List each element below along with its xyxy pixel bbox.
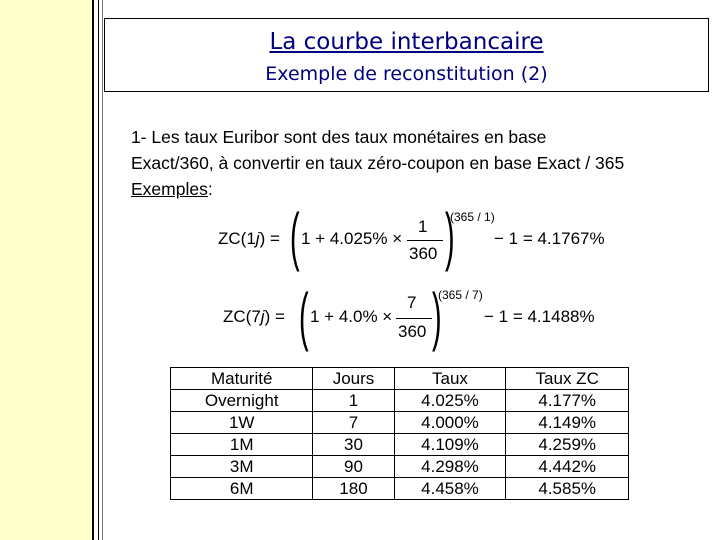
body-line-2: Exact/360, à convertir en taux zéro-coupon en base Exact / 365 [131,153,625,173]
cell-taux: 4.000% [394,412,506,434]
cell-jours: 90 [313,456,394,478]
cell-taux-zc: 4.259% [506,434,629,456]
examples-colon: : [207,179,213,199]
cell-taux: 4.109% [394,434,506,456]
fraction-bar [396,318,432,319]
slide-title: La courbe interbancaire [269,29,544,55]
formula-rhs: − 1 = 4.1767% [494,229,605,248]
formula-lhs: ZC(1j) = [218,229,280,248]
cell-jours: 7 [313,412,394,434]
cell-taux: 4.298% [394,456,506,478]
cell-taux-zc: 4.442% [506,456,629,478]
formula-exponent: (365 / 1) [450,210,495,224]
header-taux-zc: Taux ZC [506,368,629,390]
table-row [171,390,629,412]
formula-numerator: 7 [407,293,417,312]
cell-jours: 30 [313,434,394,456]
close-paren: ) [445,200,455,272]
table-header-row [171,368,629,390]
fraction-bar [407,240,443,241]
examples-label: Exemples [131,179,208,199]
cell-taux-zc: 4.149% [506,412,629,434]
title-box [104,18,709,92]
formula-inner: 1 + 4.025% × [301,229,403,248]
left-margin-band [0,0,92,540]
header-jours: Jours [313,368,394,390]
header-taux: Taux [394,368,506,390]
open-paren: ( [299,280,309,352]
formula-denominator: 360 [398,322,427,341]
body-line-1: 1- Les taux Euribor sont des taux monétaires en base [131,127,547,147]
cell-maturite: 1W [171,412,313,434]
cell-jours: 1 [313,390,394,412]
cell-taux: 4.458% [394,478,506,500]
cell-jours: 180 [313,478,394,500]
table-row [171,434,629,456]
formula-denominator: 360 [409,244,438,263]
margin-rule [98,0,99,540]
close-paren: ) [432,280,442,352]
cell-taux-zc: 4.585% [506,478,629,500]
formula-lhs: ZC(7j) = [223,307,285,326]
rates-table [170,367,629,500]
cell-maturite: 6M [171,478,313,500]
table-row [171,412,629,434]
header-maturite: Maturité [171,368,313,390]
cell-taux-zc: 4.177% [506,390,629,412]
formula-numerator: 1 [418,217,428,236]
slide-subtitle: Exemple de reconstitution (2) [265,63,548,85]
body-text [131,124,624,202]
examples-line [131,176,624,202]
table-row [171,456,629,478]
table-row [171,478,629,500]
cell-maturite: Overnight [171,390,313,412]
formula-exponent: (365 / 7) [438,288,483,302]
cell-maturite: 1M [171,434,313,456]
formula-rhs: − 1 = 4.1488% [484,307,595,326]
formula-inner: 1 + 4.0% × [310,307,393,326]
cell-maturite: 3M [171,456,313,478]
margin-rule [92,0,94,540]
margin-rule [102,0,103,540]
open-paren: ( [290,200,300,272]
cell-taux: 4.025% [394,390,506,412]
